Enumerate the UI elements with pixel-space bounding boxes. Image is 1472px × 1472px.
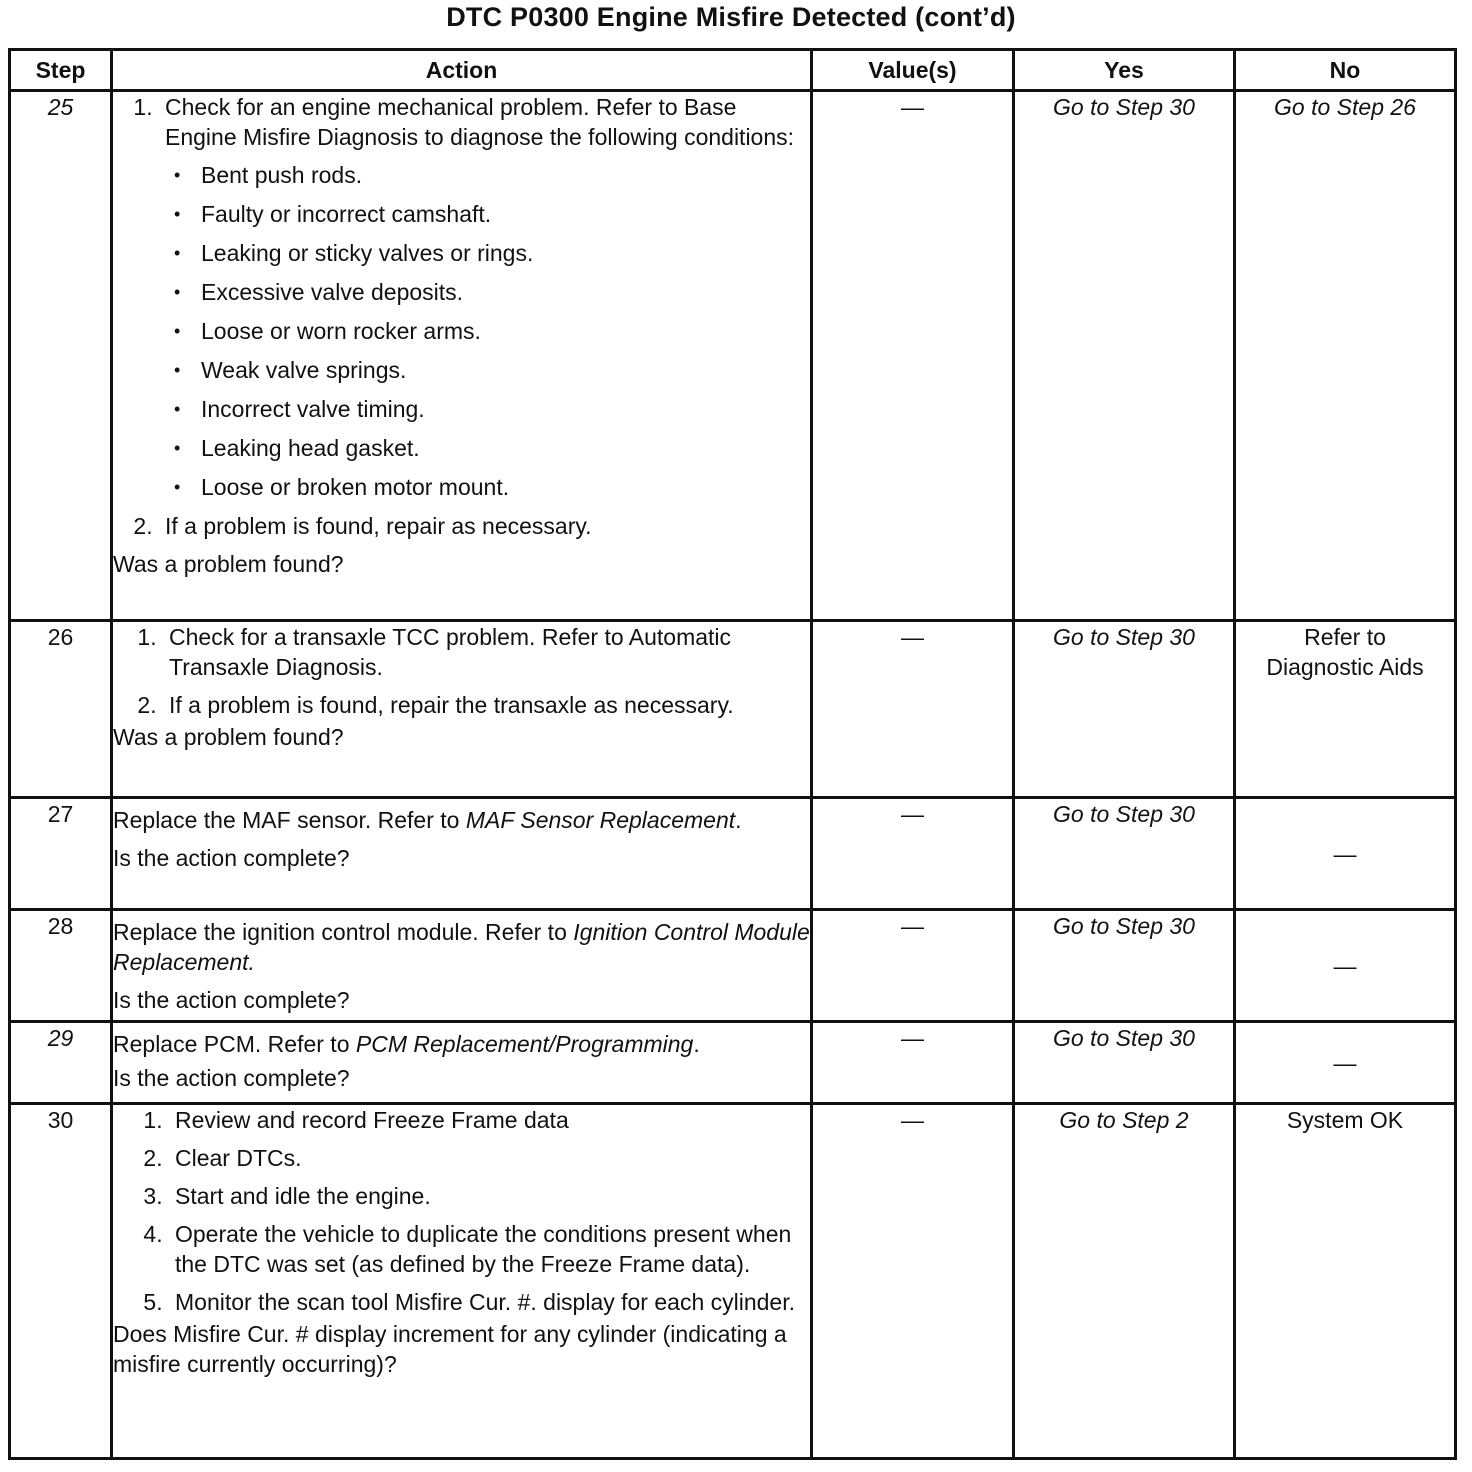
action-cell xyxy=(112,621,812,798)
step-number xyxy=(10,91,112,621)
list-item: • Bent push rods. xyxy=(201,160,810,190)
action-question: Does Misfire Cur. # display increment for any cylinder (indicating a misfire currently occurring)? xyxy=(113,1321,787,1377)
step-number: 26 xyxy=(10,621,112,798)
table-row-step-30 xyxy=(10,1104,1456,1459)
list-item: • Incorrect valve timing. xyxy=(201,394,810,424)
action-cell xyxy=(112,1022,812,1104)
header-values: Value(s) xyxy=(812,50,1014,91)
action-cell xyxy=(112,910,812,1022)
action-reference: PCM Replacement/Programming xyxy=(355,1031,694,1057)
list-item: • Loose or broken motor mount. xyxy=(201,472,810,502)
action-step: 5. Monitor the scan tool Misfire Cur. #. display for each cylinder. xyxy=(169,1287,810,1317)
action-cell xyxy=(112,91,812,621)
action-cell xyxy=(112,1104,812,1459)
action-question: Is the action complete? xyxy=(113,987,350,1013)
header-step: Step xyxy=(10,50,112,91)
table-row-step-27 xyxy=(10,798,1456,910)
step-number-text: 25 xyxy=(47,94,74,120)
action-question: Is the action complete? xyxy=(113,845,350,871)
header-action: Action xyxy=(112,50,812,91)
no-cell: — xyxy=(1235,910,1456,1022)
value-cell: — xyxy=(812,1104,1014,1459)
list-item: • Weak valve springs. xyxy=(201,355,810,385)
step-number-text: 29 xyxy=(47,1025,74,1051)
no-cell: — xyxy=(1235,798,1456,910)
action-step: 1. Review and record Freeze Frame data xyxy=(169,1105,810,1135)
action-text-end: . xyxy=(693,1031,700,1057)
action-step: 2. Clear DTCs. xyxy=(169,1143,810,1173)
action-question: Was a problem found? xyxy=(113,551,344,577)
table-row-step-26 xyxy=(10,621,1456,798)
action-text-lead: Replace the ignition control module. Refer to xyxy=(113,919,574,945)
action-step: 2. If a problem is found, repair as necessary. xyxy=(159,511,810,541)
table-row-step-29 xyxy=(10,1022,1456,1104)
table-row-step-28 xyxy=(10,910,1456,1022)
diagnostic-table xyxy=(8,48,1457,1460)
yes-cell: Go to Step 30 xyxy=(1014,910,1235,1022)
list-item: • Leaking or sticky valves or rings. xyxy=(201,238,810,268)
value-cell: — xyxy=(812,798,1014,910)
list-item: • Excessive valve deposits. xyxy=(201,277,810,307)
action-step: 3. Start and idle the engine. xyxy=(169,1181,810,1211)
condition-list xyxy=(165,160,810,502)
action-text xyxy=(113,805,810,835)
yes-cell: Go to Step 30 xyxy=(1014,798,1235,910)
action-steps xyxy=(113,622,810,720)
action-step-text: Check for an engine mechanical problem. Refer to Base Engine Misfire Diagnosis to diagnose the following conditions: xyxy=(165,94,795,150)
header-yes: Yes xyxy=(1014,50,1235,91)
action-step: 2. If a problem is found, repair the transaxle as necessary. xyxy=(163,690,810,720)
action-question: Is the action complete? xyxy=(113,1065,350,1091)
action-step: 1. Check for a transaxle TCC problem. Refer to Automatic Transaxle Diagnosis. xyxy=(163,622,810,682)
yes-cell: Go to Step 30 xyxy=(1014,91,1235,621)
list-item: • Leaking head gasket. xyxy=(201,433,810,463)
action-step xyxy=(159,92,810,502)
value-cell: — xyxy=(812,1022,1014,1104)
action-steps xyxy=(113,92,810,541)
yes-cell: Go to Step 30 xyxy=(1014,621,1235,798)
action-cell xyxy=(112,798,812,910)
step-number: 30 xyxy=(10,1104,112,1459)
action-text-lead: Replace the MAF sensor. Refer to xyxy=(113,807,466,833)
table-row-step-25 xyxy=(10,91,1456,621)
action-reference: Ignition Control Module Replacement. xyxy=(113,919,810,975)
action-reference: MAF Sensor Replacement xyxy=(465,807,736,833)
action-question: Was a problem found? xyxy=(113,724,344,750)
action-text-end: . xyxy=(735,807,742,833)
yes-cell: Go to Step 30 xyxy=(1014,1022,1235,1104)
page-title: DTC P0300 Engine Misfire Detected (cont’d) xyxy=(446,2,1016,32)
list-item: • Faulty or incorrect camshaft. xyxy=(201,199,810,229)
table-header-row xyxy=(10,50,1456,91)
header-no: No xyxy=(1235,50,1456,91)
no-cell: — xyxy=(1235,1022,1456,1104)
no-cell: Go to Step 26 xyxy=(1235,91,1456,621)
list-item: • Loose or worn rocker arms. xyxy=(201,316,810,346)
no-cell: System OK xyxy=(1235,1104,1456,1459)
action-text-lead: Replace PCM. Refer to xyxy=(113,1031,356,1057)
action-steps xyxy=(113,1105,810,1317)
step-number: 28 xyxy=(10,910,112,1022)
no-cell: Refer to Diagnostic Aids xyxy=(1235,621,1456,798)
step-number xyxy=(10,1022,112,1104)
action-step: 4. Operate the vehicle to duplicate the conditions present when the DTC was set (as defined by the Freeze Frame data). xyxy=(169,1219,810,1279)
value-cell: — xyxy=(812,621,1014,798)
value-cell: — xyxy=(812,910,1014,1022)
yes-cell: Go to Step 2 xyxy=(1014,1104,1235,1459)
step-number: 27 xyxy=(10,798,112,910)
value-cell: — xyxy=(812,91,1014,621)
action-text xyxy=(113,917,810,977)
action-text xyxy=(113,1029,810,1059)
